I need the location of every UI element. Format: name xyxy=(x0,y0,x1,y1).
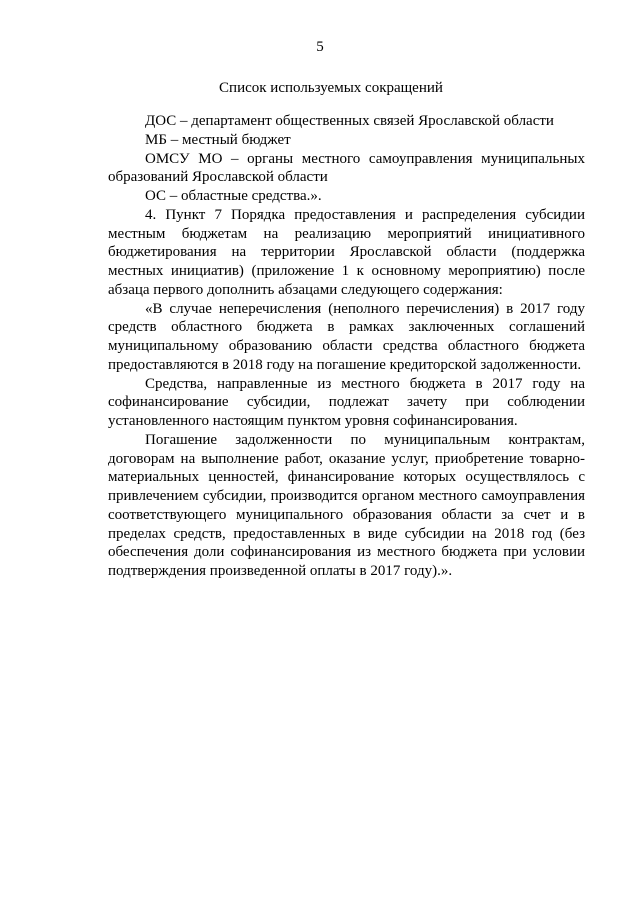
page-number: 5 xyxy=(316,39,324,55)
abbreviation-mb: МБ – местный бюджет xyxy=(145,131,291,148)
abbreviation-os: ОС – областные средства.». xyxy=(145,188,322,204)
paragraph-debt-repayment: Погашение задолженности по муниципальным контрактам, договорам на выполнение работ, оказание услуг, приобретение товарно-материальных ценностей, финансирование которых осуществлялось с привлечением субсидии, производится органом местного самоуправления соответствующего муниципального образования области за счет и в пределах средств, предоставленных в виде субсидии на 2018 год (без обеспечения доли софинансирования из местного бюджета при условии подтверждения произведенной оплаты в 2017 году).». xyxy=(108,431,585,579)
document-body xyxy=(108,112,585,581)
paragraph-item-4: 4. Пункт 7 Порядка предоставления и распределения субсидии местным бюджетам на реализацию мероприятий инициативного бюджетирования на территории Ярославской области (поддержка местных инициатив) (приложение 1 к основному мероприятию) после абзаца первого дополнить абзацами следующего содержания: xyxy=(108,206,585,298)
abbreviation-omsu-mo: ОМСУ МО – органы местного самоуправления муниципальных образований Ярославской области xyxy=(108,150,585,186)
paragraph-quote-start: «В случае неперечисления (неполного перечисления) в 2017 году средств областного бюджета в рамках заключенных соглашений муниципальному образованию области средства областного бюджета предоставляются в 2018 году на погашение кредиторской задолженности. xyxy=(108,300,585,373)
abbreviation-dos: ДОС – департамент общественных связей Ярославской области xyxy=(145,113,554,129)
paragraph-cofinancing: Средства, направленные из местного бюджета в 2017 году на софинансирование субсидии, подлежат зачету при соблюдении установленного настоящим пунктом уровня софинансирования. xyxy=(108,375,585,429)
page-title: Список используемых сокращений xyxy=(219,80,443,96)
